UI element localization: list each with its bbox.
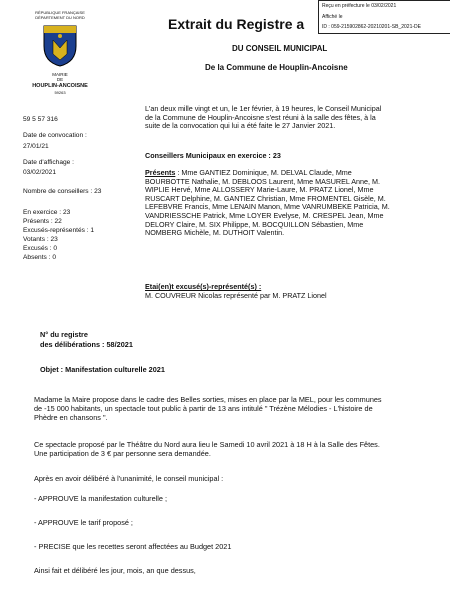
stamp-received: Reçu en préfecture le 03/02/2021 (322, 3, 397, 9)
closing-line: Ainsi fait et délibéré les jour, mois, an que dessus, (34, 566, 196, 575)
body-line: Ce spectacle proposé par le Théâtre du Nord aura lieu le Samedi 10 avril 2021 à 18 H à la Salle des Fêtes. (34, 440, 380, 449)
presents-line: VANDRIESSCHE Patrick, Mme LOYER Evelyse, M. CRESPEL Jean, Mme (145, 210, 384, 220)
page-title: Extrait du Registre a (168, 16, 305, 32)
presents-line: NOMBERG Michèle, M. DUTHOIT Valentin. (145, 228, 285, 238)
excuses-line: M. COUVREUR Nicolas représenté par M. PRATZ Lionel (145, 291, 327, 300)
convocation-date: 27/01/21 (23, 143, 49, 150)
body-paragraph-1 (34, 395, 424, 422)
presents-label: Présents (145, 168, 176, 177)
stamp-affiche: Affiché le (322, 14, 343, 20)
registre-number: des délibérations : 58/2021 (40, 340, 133, 349)
body-paragraph-3: Après en avoir délibéré à l'unanimité, le conseil municipal : (34, 474, 224, 483)
votants-count: Votants : 23 (23, 236, 58, 243)
logo-mairie: MAIRIE (52, 72, 68, 77)
prefecture-stamp (318, 0, 450, 34)
presents-line: RUSCART Delphine, M. GANTIEZ Christian, Mme FROMENTEL Gisèle, M. (145, 193, 386, 203)
town-logo (30, 10, 90, 98)
header-conseil: DU CONSEIL MUNICIPAL (232, 44, 328, 53)
logo-zip: 59263 (54, 90, 66, 95)
body-line: Une participation de 3 € par personne sera demandée. (34, 449, 211, 458)
excuses-count: Excusés : 0 (23, 245, 58, 252)
intro-line: suite de la convocation qui lui a été faite le 27 Janvier 2021. (145, 121, 336, 131)
presents-count: Présents : 22 (23, 218, 62, 225)
convocation-label: Date de convocation : (23, 132, 87, 139)
logo-departement: DÉPARTEMENT DU NORD (35, 15, 85, 20)
nb-conseillers: Nombre de conseillers : 23 (23, 188, 102, 195)
body-line: de -15 000 habitants, un spectacle tout public à partir de 13 ans intitulé " Trézène Mélodies - L'histoire de (34, 404, 373, 413)
coat-of-arms-icon (42, 24, 78, 68)
affichage-label: Date d'affichage : (23, 159, 74, 166)
decision-item-3: - PRECISE que les recettes seront affectées au Budget 2021 (34, 542, 232, 551)
phone-number: 59 5 57 316 (23, 116, 58, 123)
logo-republique: RÉPUBLIQUE FRANÇAISE (35, 10, 85, 15)
absents-count: Absents : 0 (23, 254, 56, 261)
presents-line: LEFEBVRE Francis, Mme LENAIN Manon, Mme VANRUMBEKE Patricia, M. (145, 202, 390, 212)
logo-de: DE (56, 77, 64, 82)
intro-line: L'an deux mille vingt et un, le 1er février, à 19 heures, le Conseil Municipal (145, 104, 382, 113)
header-commune: De la Commune de Houplin-Ancoisne (205, 63, 348, 72)
conseillers-heading: Conseillers Municipaux en exercice : 23 (145, 151, 281, 160)
presents-line: DELORY Claire, M. SIX Philippe, M. BOCQUILLON Sébastien, Mme (145, 219, 364, 229)
excuses-heading: Etai(en)t excusé(s)-représenté(s) : (145, 282, 262, 291)
stamp-id: ID : 059-215902862-20210201-SB_2021-DE (322, 24, 421, 30)
intro-line: de la Commune de Houplin-Ancoisne s'est réuni à la salle des fêtes, à la (145, 112, 376, 122)
objet: Objet : Manifestation culturelle 2021 (40, 365, 165, 374)
presents-line: WIPLIE Hervé, Mme ALLOSSERY Marie-Laure, M. PRATZ Lionel, Mme (145, 185, 374, 195)
decision-item-1: - APPROUVE la manifestation culturelle ; (34, 494, 168, 503)
excuses-repr-count: Excusés-représentés : 1 (23, 227, 95, 234)
presents-line: BOURBOTTE Nathalie, M. DEBLOOS Laurent, Mme MASUREL Anne, M. (145, 176, 380, 186)
en-exercice: En exercice : 23 (23, 209, 71, 216)
body-line: Phèdre en chansons ". (34, 413, 108, 422)
presents-line: : Mme GANTIEZ Dominique, M. DELVAL Claude, Mme (177, 168, 352, 177)
decision-item-2: - APPROUVE le tarif proposé ; (34, 518, 133, 527)
presents-block (145, 169, 390, 238)
logo-town: HOUPLIN-ANCOISNE (32, 83, 88, 89)
intro-paragraph (145, 105, 381, 131)
registre-label: N° du registre (40, 330, 88, 339)
affichage-date: 03/02/2021 (23, 169, 57, 176)
body-paragraph-2 (34, 440, 424, 458)
body-line: Madame la Maire propose dans le cadre des Belles sorties, mises en place par la MEL, pour les communes (34, 395, 382, 404)
